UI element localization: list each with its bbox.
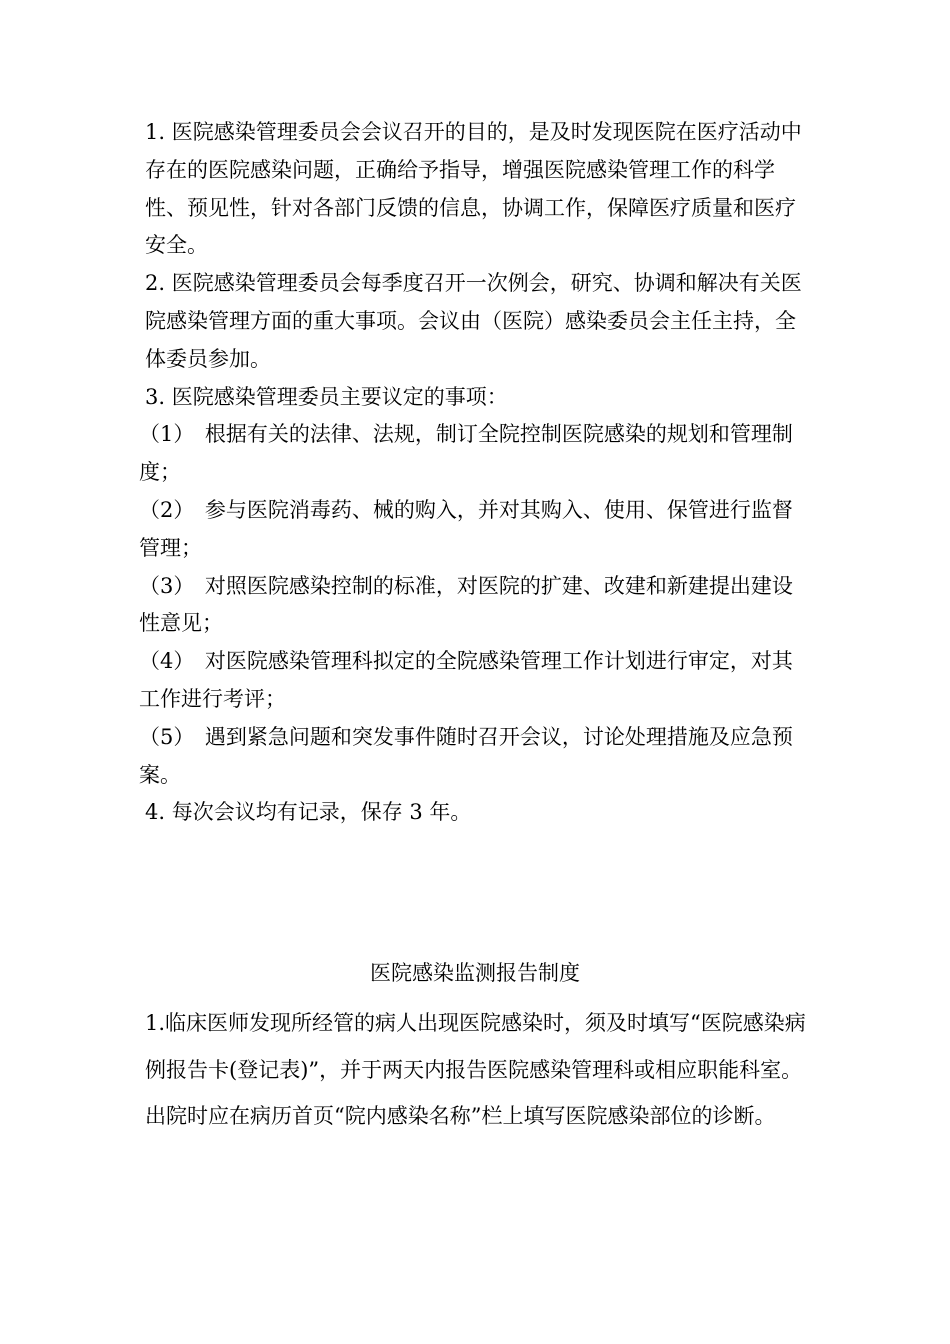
paragraph-records: 4. 每次会议均有记录，保存 3 年。: [145, 800, 472, 825]
list-item-text: （5） 遇到紧急问题和突发事件随时召开会议，讨论处理措施及应急预案。: [139, 724, 793, 787]
list-item-text: （4） 对医院感染管理科拟定的全院感染管理工作计划进行审定，对其工作进行考评；: [139, 649, 793, 711]
paragraph-schedule: 2. 医院感染管理委员会每季度召开一次例会，研究、协调和解决有关医院感染管理方面的重大事项。会议由（医院）感染委员会主任主持，全体委员参加。: [145, 271, 802, 371]
list-item: [139, 416, 810, 492]
committee-meeting-section: [139, 114, 810, 832]
infection-report-section: [145, 1000, 810, 1140]
list-item: [139, 643, 810, 719]
paragraph-report-rule: 1.临床医师发现所经管的病人出现医院感染时，须及时填写“医院感染病例报告卡(登记表)”，并于两天内报告医院感染管理科或相应职能科室。出院时应在病历首页“院内感染名称”栏上填写医院感染部位的诊断。: [145, 1011, 806, 1128]
paragraph-purpose: 1. 医院感染管理委员会会议召开的目的，是及时发现医院在医疗活动中存在的医院感染问题，正确给予指导，增强医院感染管理工作的科学性、预见性，针对各部门反馈的信息，协调工作，保障医疗质量和医疗安全。: [145, 120, 802, 258]
list-item-text: （2） 参与医院消毒药、械的购入，并对其购入、使用、保管进行监督管理；: [139, 497, 793, 560]
section-title: 医院感染监测报告制度: [370, 961, 580, 985]
list-item-text: （3） 对照医院感染控制的标准，对医院的扩建、改建和新建提出建设性意见；: [139, 573, 793, 636]
list-item: [139, 492, 810, 568]
list-item: [139, 568, 810, 644]
paragraph-matters-intro: 3. 医院感染管理委员主要议定的事项：: [145, 384, 508, 409]
list-item-text: （1） 根据有关的法律、法规，制订全院控制医院感染的规划和管理制度；: [139, 422, 793, 485]
list-item: [139, 719, 810, 795]
